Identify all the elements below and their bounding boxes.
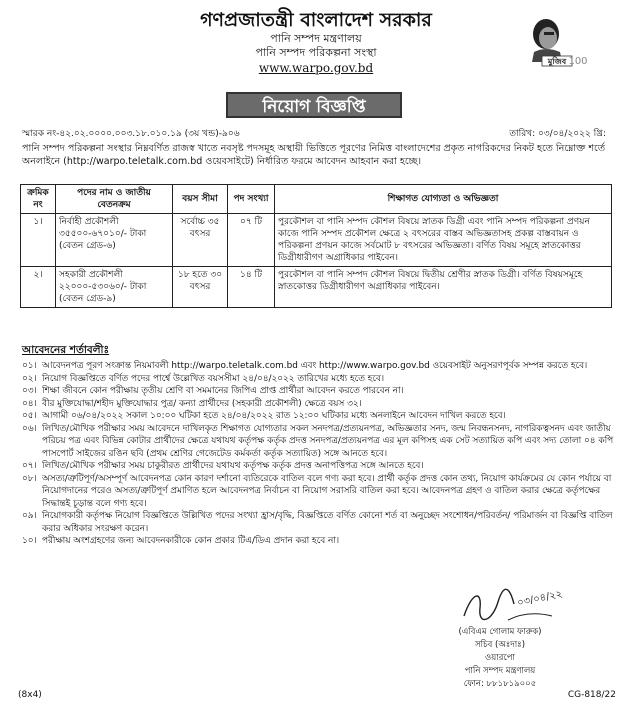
cell-age: সর্বোচ্চ ৩৫ বৎসর (173, 214, 228, 267)
condition-text: পরীক্ষায় অংশগ্রহণের জন্য আবেদনকারীকে কোন প্রকার টিএ/ডিএ প্রদান করা হবে না। (42, 536, 340, 546)
conditions-list (22, 360, 614, 548)
condition-text: আবেদনপত্র পূরণ সংক্রান্ত নিয়মাবলী http://warpo.teletalk.com.bd এবং http://www.warpo.gov.bd ওয়েবসাইট অনুসরণপূর্বক সম্পন্ন করতে হবে। (42, 361, 588, 371)
condition-text: শিক্ষা জীবনে কোন পরীক্ষায় তৃতীয় শ্রেণি বা সমমানের জিপিএ প্রাপ্ত প্রার্থীরা আবেদন করতে পারবেন না। (42, 386, 404, 396)
cell-post (56, 214, 173, 267)
condition-number: ০৩। (22, 386, 37, 396)
cell-qualification: পুরকৌশল বা পানি সম্পদ কৌশল বিষয়ে স্নাতক ডিগ্রী এবং পানি সম্পদ পরিকল্পনা প্রণয়ন কাজে পানি সম্পদ প্রকৌশল ক্ষেত্রে ২ বৎসরের বাস্তব অভিজ্ঞতাসহ প্রকল্প বাস্তবায়ন ও পরিকল্পনা প্রণয়ন কাজে সর্বমোট ৮ বৎসরের অভিজ্ঞতা। বর্ণিত বিষয় সমূহে স্নাতকোত্তর ডিগ্রীধারীগণ অগ্রাধিকার পাইবেন। (275, 214, 612, 267)
mujib-centenary-logo-icon (520, 12, 592, 74)
signer-org: ওয়ারপো (484, 653, 516, 663)
cell-count: ০৭ টি (228, 214, 275, 267)
cell-qualification: পুরকৌশল বা পানি সম্পদ কৌশল বিষয়ে দ্বিতীয় শ্রেণীর স্নাতক ডিগ্রী। বর্ণিত বিষয়সমূহে স্নাতকোত্তর ডিগ্রীধারীগণ অগ্রাধিকার পাইবেন। (275, 267, 612, 308)
footer-size: (8x4) (18, 690, 42, 700)
condition-number: ০১। (22, 361, 37, 371)
list-item (22, 385, 614, 398)
col-post-name: পদের নাম ও জাতীয় বেতনক্রম (56, 185, 173, 214)
list-item (22, 510, 614, 535)
posts-table (20, 184, 612, 308)
condition-text: লিখিত/মৌখিক পরীক্ষার সময় চাকুরীরত প্রার্থীদের যথাযথ কর্তৃপক্ষ কর্তৃক প্রদত্ত অনাপত্তিপত্র সঙ্গে আনতে হবে। (42, 461, 424, 471)
condition-text: আগামী ০৬/০৪/২০২২ সকাল ১০:০০ ঘটিকা হতে ২৪/০৪/২০২২ রাত ১২:০০ ঘটিকার মধ্যে অনলাইনে আবেদন দাখিল করতে হবে। (42, 411, 506, 421)
signer-block (420, 626, 580, 691)
pay-scale: ৩৫৫০০-৬৭০১০/- টাকা (59, 229, 147, 239)
signer-name: (এবিএম গোলাম ফারুক) (458, 627, 542, 637)
condition-text: লিখিত/মৌখিক পরীক্ষার সময় আবেদনে দাখিলকৃত শিক্ষাগত যোগ্যতার সকল সনদপত্র/প্রত্যয়নপত্র, অভিজ্ঞতার সনদ, জন্ম নিবন্ধনসনদ, নাগরিকত্বসনদ এবং জাতীয় পরিচয় পত্র এবং বিভিন্ন কোটার প্রার্থীদের ক্ষেত্রে যথাযথ কর্তৃপক্ষ কর্তৃক প্রদত্ত সনদপত্র/প্রত্যয়নপত্র এর মূল কপিসহ এক সেট সত্যায়িত কপি এবং সদ্য তোলা ০৪ কপি পাসপোর্ট সাইজের রঙিন ছবি (প্রথম শ্রেণির গেজেটেড কর্মকর্তা কর্তৃক সত্যায়িত) সঙ্গে আনতে হবে। (42, 423, 614, 459)
condition-number: ০৬। (22, 423, 37, 434)
signature-date: ০৩/০৪/২২ (516, 588, 564, 609)
list-item (22, 535, 614, 548)
cell-count: ১৪ টি (228, 267, 275, 308)
table-header-row (21, 185, 612, 214)
notice-date: তারিখ: ০৩/০৪/২০২২ খ্রি: (509, 129, 606, 139)
condition-number: ০৯। (22, 511, 37, 521)
condition-number: ০৭। (22, 461, 37, 471)
signature-mark (458, 582, 564, 626)
signer-phone: ফোন: ৮৮১৮১৯০০৫ (463, 679, 537, 689)
list-item (22, 360, 614, 373)
svg-text:100: 100 (568, 56, 588, 67)
col-qualification: শিক্ষাগত যোগ্যতা ও অভিজ্ঞতা (275, 185, 612, 214)
signer-designation: সচিব (অঃদাঃ) (474, 640, 526, 650)
condition-text: নিয়োগকারী কর্তৃপক্ষ নিয়োগ বিজ্ঞপ্তিতে উল্লিখিত পদের সংখ্যা হ্রাস/বৃদ্ধি, বিজ্ঞপ্তিতে বর্ণিত কোনো শর্ত বা অনুচ্ছেদ সংশোধন/পরিবর্তন/ পরিমার্জন বা বিজ্ঞপ্তি বাতিল করার অধিকার সংরক্ষণ করেন। (42, 511, 613, 534)
website-link[interactable]: www.warpo.gov.bd (258, 61, 374, 75)
pay-grade: (বেতন গ্রেড-৬) (59, 241, 116, 251)
table-row (21, 267, 612, 308)
condition-number: ০২। (22, 373, 37, 384)
col-serial: ক্রমিক নং (21, 185, 56, 214)
intro-paragraph: পানি সম্পদ পরিকল্পনা সংস্থার নিম্নবর্ণিত রাজস্ব খাতে নবসৃষ্ট পদসমূহ অস্থায়ী ভিত্তিতে পূরণের নিমিত্ত বাংলাদেশের প্রকৃত নাগরিকদের নিকট হতে নিম্নোক্ত শর্তে অনলাইনে (http://warpo.teletalk.com.bd ওয়েবসাইটে) নির্ধারিত ফরমে আবেদন আহবান করা হচ্ছে। (22, 143, 605, 167)
cell-serial: ২। (21, 267, 56, 308)
conditions-heading: আবেদনের শর্তাবলীঃ (22, 344, 110, 356)
cell-post (56, 267, 173, 308)
col-age-limit: বয়স সীমা (173, 185, 228, 214)
list-item (22, 460, 614, 473)
list-item (22, 373, 614, 386)
list-item (22, 410, 614, 423)
condition-text: নিয়োগ বিজ্ঞপ্তিতে বর্ণিত পদের পার্শ্বে উল্লেখিত বয়সসীমা ২৪/০৪/২০২২ তারিখের মধ্যে হতে হবে। (42, 373, 385, 384)
list-item (22, 398, 614, 411)
pay-scale: ২২০০০-৫৩০৬০/- টাকা (59, 282, 147, 292)
ministry-name: পানি সম্পদ মন্ত্রণালয় (270, 32, 362, 45)
signer-ministry: পানি সম্পদ মন্ত্রণালয় (464, 666, 536, 676)
org-name: পানি সম্পদ পরিকল্পনা সংস্থা (255, 46, 377, 59)
memo-number: স্মারক নং-৪২.০২.০০০০.০০৩.১৮.০১০.১৯ (৩য় খন্ড)-৯০৬ (22, 129, 240, 139)
post-name: নির্বাহী প্রকৌশলী (59, 217, 119, 227)
condition-number: ১০। (22, 536, 37, 546)
govt-title: গণপ্রজাতন্ত্রী বাংলাদেশ সরকার (200, 9, 432, 31)
svg-text:মুজিব: মুজিব (547, 57, 567, 66)
cell-serial: ১। (21, 214, 56, 267)
table-row (21, 214, 612, 267)
col-post-count: পদ সংখ্যা (228, 185, 275, 214)
condition-text: অসত্য/ত্রুটিপূর্ণ/অসম্পূর্ণ আবেদনপত্র কোন কারণ দর্শানো ব্যতিরেকে বাতিল বলে গণ্য করা হবে। প্রার্থী কর্তৃক প্রদত্ত কোন তথ্য, নিয়োগ কার্যক্রমের যে কোন পর্যায়ে বা নিয়োগদানের পরেও অসত্য/ত্রুটিপূর্ণ প্রমাণিত হলে আবেদনপত্র নির্বাচন বা নিয়োগ সরাসরি বাতিল করা হবে। আবেদনপত্র গ্রহণ ও বাতিল করার ক্ষেত্রে কর্তৃপক্ষের সিদ্ধান্তই চূড়ান্ত বলে গণ্য হবে। (42, 473, 612, 509)
pay-grade: (বেতন গ্রেড-৯) (59, 294, 116, 304)
cell-age: ১৮ হতে ৩০ বৎসর (173, 267, 228, 308)
condition-number: ০৪। (22, 398, 37, 409)
condition-number: ০৫। (22, 411, 37, 421)
notice-banner: নিয়োগ বিজ্ঞপ্তি (226, 92, 402, 118)
condition-number: ০৮। (22, 473, 37, 484)
condition-text: বীর মুক্তিযোদ্ধা/শহীদ মুক্তিযোদ্ধার পুত্র/ কন্যা প্রার্থীদের (সহকারী প্রকৌশলী) ক্ষেত্রে বয়স ৩২। (42, 398, 362, 409)
list-item (22, 473, 614, 511)
footer-code: CG-818/22 (567, 690, 616, 700)
post-name: সহকারী প্রকৌশলী (59, 270, 123, 280)
list-item (22, 423, 614, 461)
